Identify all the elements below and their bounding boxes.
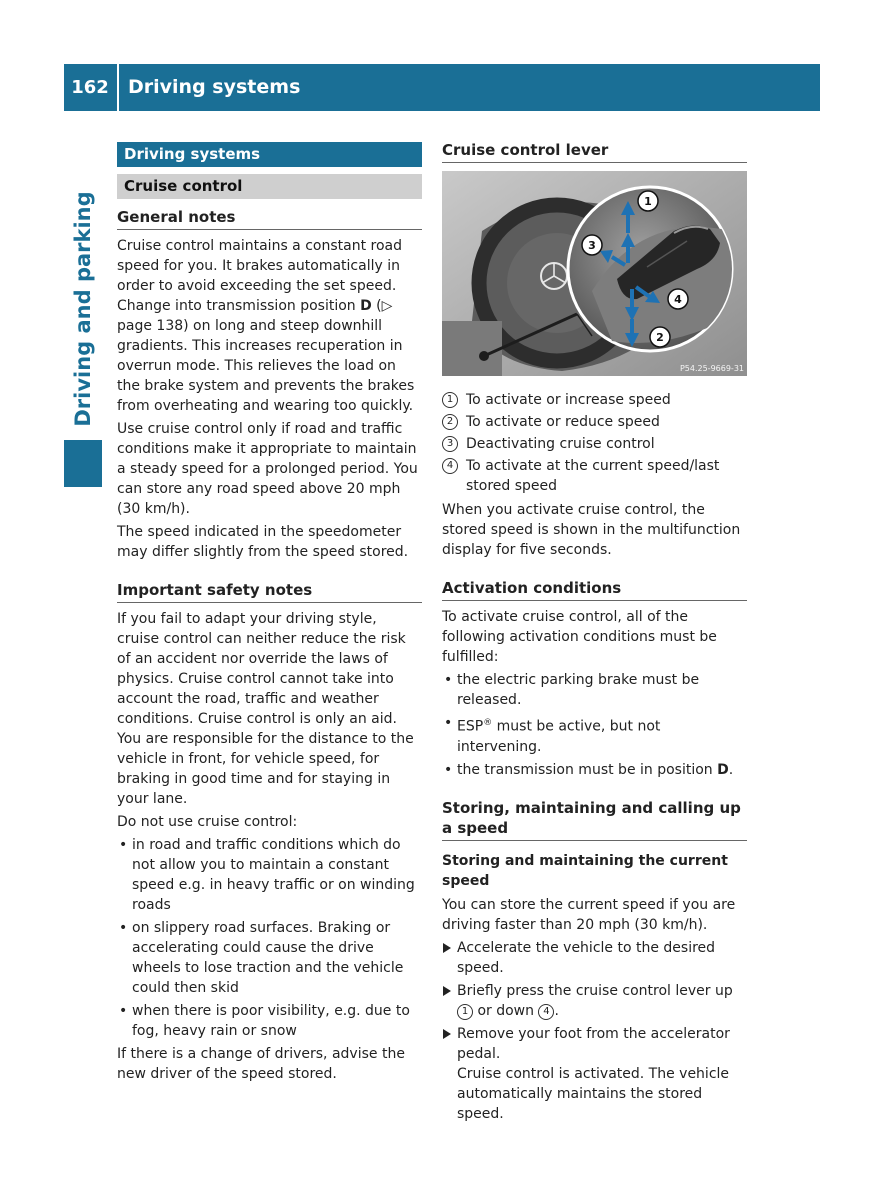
callout-4: 4 <box>674 293 682 306</box>
storing-result: Cruise control is activated. The vehicle automatically maintains the stored speed. <box>457 1065 730 1122</box>
right-column <box>442 140 747 1127</box>
subsection-bar: Cruise control <box>117 174 422 199</box>
callout-2: 2 <box>656 331 664 344</box>
callout-1: 1 <box>644 195 652 208</box>
header-divider <box>117 64 119 111</box>
page-number: 162 <box>71 77 109 98</box>
safety-paragraph-1: If you fail to adapt your driving style, cruise control can neither reduce the risk of an accident nor override the laws of physics. Cruise control cannot take into account the road, traffic and weather conditions. Cruise control is only an aid. You are responsible for the distance to the vehicle in front, for vehicle speed, for braking in good time and for staying in your lane. <box>117 611 414 807</box>
side-tab-label: Driving and parking <box>71 191 95 427</box>
list-item: 2 To activate or reduce speed <box>442 412 747 432</box>
list-item: • the transmission must be in position D. <box>442 760 747 780</box>
list-item: • the electric parking brake must be released. <box>442 670 747 710</box>
callout-3: 3 <box>588 239 596 252</box>
general-notes-paragraph-3: The speed indicated in the speedometer may differ slightly from the speed stored. <box>117 524 409 560</box>
side-tab-marker <box>64 440 102 487</box>
safety-paragraph-2: Do not use cruise control: <box>117 814 298 830</box>
storing-heading: Storing, maintaining and calling up a speed <box>442 798 747 841</box>
list-item: 3 Deactivating cruise control <box>442 434 747 454</box>
activation-heading: Activation conditions <box>442 578 747 601</box>
storing-subheading: Storing and maintaining the current speed <box>442 852 728 889</box>
general-notes-paragraph-1: Cruise control maintains a constant road speed for you. It brakes automatically in order to avoid exceeding the set speed. Change into transmission position D (▷ page 138) on long and steep downhill gradients. This increases recuperation in overrun mode. This relieves the load on the brake system and prevents the brakes from overheating and wearing too quickly. <box>117 238 415 414</box>
cruise-control-lever-illustration <box>442 171 747 376</box>
list-item: • when there is poor visibility, e.g. due to fog, heavy rain or snow <box>117 1001 422 1041</box>
list-item: • ESP® must be active, but not intervening. <box>442 713 747 757</box>
lever-paragraph: When you activate cruise control, the stored speed is shown in the multifunction display for five seconds. <box>442 502 741 558</box>
list-item: Remove your foot from the accelerator pedal. Cruise control is activated. The vehicle automatically maintains the stored speed. <box>442 1024 747 1124</box>
list-item: 1 To activate or increase speed <box>442 390 747 410</box>
lever-heading: Cruise control lever <box>442 140 747 163</box>
storing-paragraph: You can store the current speed if you are driving faster than 20 mph (30 km/h). <box>442 896 736 933</box>
safety-paragraph-3: If there is a change of drivers, advise the new driver of the speed stored. <box>117 1046 405 1082</box>
list-item: Accelerate the vehicle to the desired speed. <box>442 938 747 978</box>
side-tab <box>64 130 102 486</box>
list-item: Briefly press the cruise control lever up 1 or down 4 . <box>442 981 747 1021</box>
general-notes-paragraph-2: Use cruise control only if road and traffic conditions make it appropriate to maintain a steady speed for a prolonged period. You can store any road speed above 20 mph (30 km/h). <box>117 421 418 517</box>
header-title: Driving systems <box>128 76 301 98</box>
safety-notes-heading: Important safety notes <box>117 580 422 603</box>
gear-d-label: D <box>360 298 372 314</box>
list-item: 4 To activate at the current speed/last stored speed <box>442 456 747 496</box>
general-notes-heading: General notes <box>117 207 422 230</box>
page-header <box>64 64 820 111</box>
list-item: • in road and traffic conditions which do not allow you to maintain a constant speed e.g. in heavy traffic or on winding roads <box>117 835 422 915</box>
list-item: • on slippery road surfaces. Braking or accelerating could cause the drive wheels to lose traction and the vehicle could then skid <box>117 918 422 998</box>
image-code: P54.25-9669-31 <box>679 364 744 373</box>
activation-paragraph: To activate cruise control, all of the following activation conditions must be fulfilled: <box>442 609 717 665</box>
section-bar: Driving systems <box>117 142 422 167</box>
left-column <box>117 142 422 1087</box>
